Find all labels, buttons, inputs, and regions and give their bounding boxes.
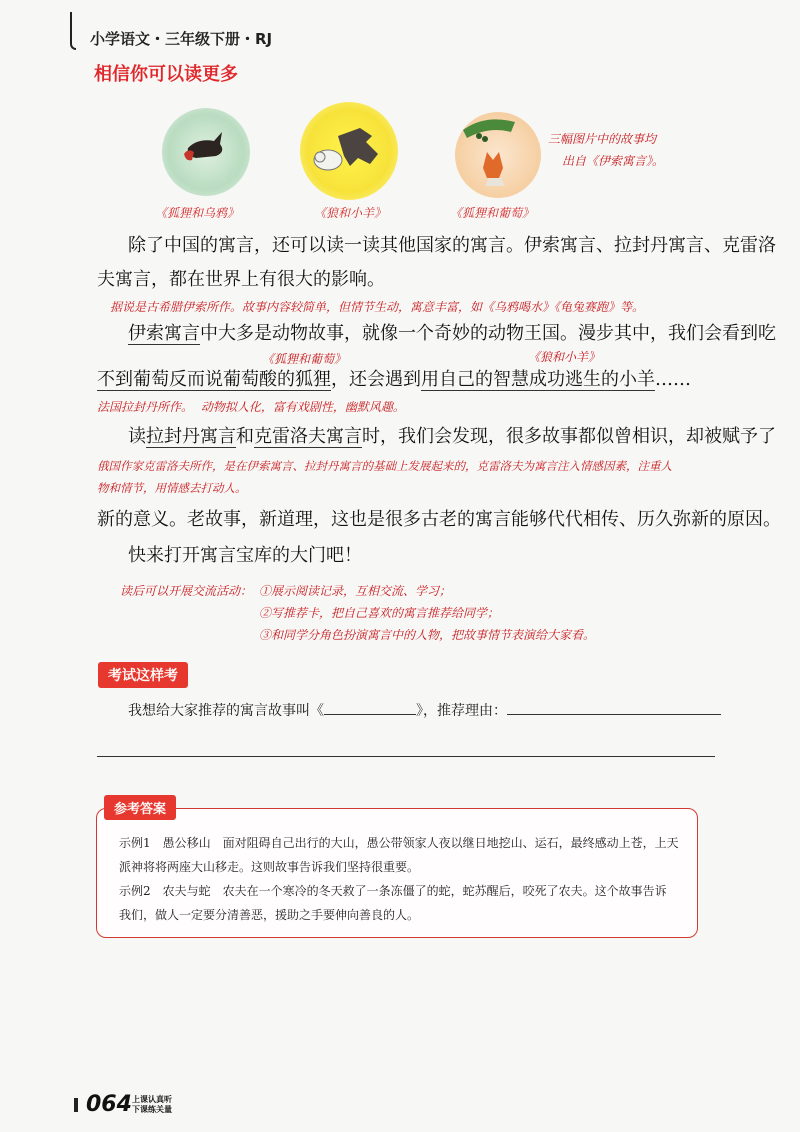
activity-item: ②写推荐卡，把自己喜欢的寓言推荐给同学； [259,606,500,620]
exam-tag: 考试这样考 [98,662,188,688]
answer-line: 示例2 农夫与蛇 农夫在一个寒冷的冬天救了一条冻僵了的蛇，蛇苏醒后，咬死了农夫。这个故事告诉 [119,884,667,898]
term-la-fontaine: 拉封丹寓言 [146,426,236,447]
reference-answer-box [96,808,698,938]
paragraph-1-line-2: 夫寓言，都在世界上有很大的影响。 [97,269,385,290]
fox-grapes-icon [455,112,541,198]
answer-tag: 参考答案 [104,795,176,820]
term-krylov: 克雷洛夫寓言 [254,426,362,447]
paragraph-2-connector: ，还会遇到 [331,369,421,390]
illustration-fox-grapes [455,112,541,198]
paragraph-3-text: 时，我们会发现，很多故事都似曾相识，却被赋予了 [362,426,776,447]
paragraph-1-line-1: 除了中国的寓言，还可以读一读其他国家的寓言。伊索寓言、拉封丹寓言、克雷洛 [128,235,776,256]
footer-bar [74,1098,78,1112]
exam-prompt [128,700,721,720]
side-note-line: 出自《伊索寓言》。 [562,154,665,168]
paragraph-2-text: 中大多是动物故事，就像一个奇妙的动物王国。漫步其中，我们会看到吃 [200,323,776,344]
annotation-la-fontaine [97,398,405,415]
reason-blank[interactable] [507,700,721,715]
answer-line: 我们，做人一定要分清善恶，援助之手要伸向善良的人。 [119,908,420,922]
footer-tagline-1: 上课认真听 [132,1095,172,1104]
annotation-krylov-line-1: 俄国作家克雷洛夫所作，是在伊索寓言、拉封丹寓言的基础上发展起来的，克雷洛夫为寓言注入情感因素，注重人 [97,459,672,473]
activity-item: ①展示阅读记录，互相交流、学习； [259,584,452,598]
answer-line: 派神将将两座大山移走。这则故事告诉我们坚持很重要。 [119,860,420,874]
story-name-blank[interactable] [324,700,416,715]
caption-wolf-lamb: 《狼和小羊》 [314,206,387,220]
caption-fox-crow: 《狐狸和乌鸦》 [155,206,240,220]
annotation-la-fontaine-author: 法国拉封丹所作。 [97,400,194,414]
activity-item: ③和同学分角色扮演寓言中的人物，把故事情节表演给大家看。 [259,628,596,642]
annotation-krylov-line-2: 物和情节，用情感去打动人。 [97,481,247,495]
fox-crow-icon [162,108,250,196]
side-note-line: 三幅图片中的故事均 [548,132,657,146]
paragraph-3-line-2: 新的意义。老故事，新道理，这也是很多古老的寓言能够代代相传、历久弥新的原因。 [97,509,781,530]
exam-prompt-reason: 》，推荐理由： [416,703,507,719]
phrase-fox: 不到葡萄反而说葡萄酸的狐狸 [97,369,331,390]
term-aesop: 伊索寓言 [128,323,200,344]
activities-lead: 读后可以开展交流活动： [120,584,253,598]
caption-fox-grapes: 《狐狸和葡萄》 [450,206,535,220]
annotation-la-fontaine-style: 动物拟人化，富有戏剧性，幽默风趣。 [200,400,405,414]
section-title: 相信你可以读更多 [94,64,238,85]
illustration-fox-crow [162,108,250,196]
paragraph-3-lead: 读 [128,426,146,447]
corner-mark [70,12,76,50]
side-note [548,128,664,172]
exam-prompt-lead: 我想给大家推荐的寓言故事叫《 [128,703,324,719]
annotation-fox-grapes: 《狐狸和葡萄》 [262,352,347,366]
book-header: 小学语文・三年级下册・RJ [90,30,273,48]
phrase-lamb: 用自己的智慧成功逃生的小羊 [421,369,655,390]
paragraph-3-line-1 [128,425,776,449]
ellipsis: …… [655,369,691,390]
paragraph-4: 快来打开寓言宝库的大门吧！ [128,545,362,566]
illustration-wolf-lamb [300,102,398,200]
annotation-wolf-lamb: 《狼和小羊》 [528,350,601,364]
footer-tagline [132,1095,172,1115]
page-number: 064 [86,1092,132,1117]
wolf-lamb-icon [300,102,398,200]
paragraph-3-and: 和 [236,426,254,447]
annotation-aesop: 据说是古希腊伊索所作。故事内容较简单，但情节生动，寓意丰富，如《乌鸦喝水》《龟兔赛跑》等。 [110,300,645,314]
answer-line: 示例1 愚公移山 面对阻碍自己出行的大山，愚公带领家人夜以继日地挖山、运石，最终感动上苍，上天 [119,836,679,850]
paragraph-2-line-1 [128,322,776,346]
paragraph-2-line-2 [97,368,691,392]
footer-tagline-2: 下课练关量 [132,1105,172,1114]
answer-writing-line[interactable] [97,756,715,757]
